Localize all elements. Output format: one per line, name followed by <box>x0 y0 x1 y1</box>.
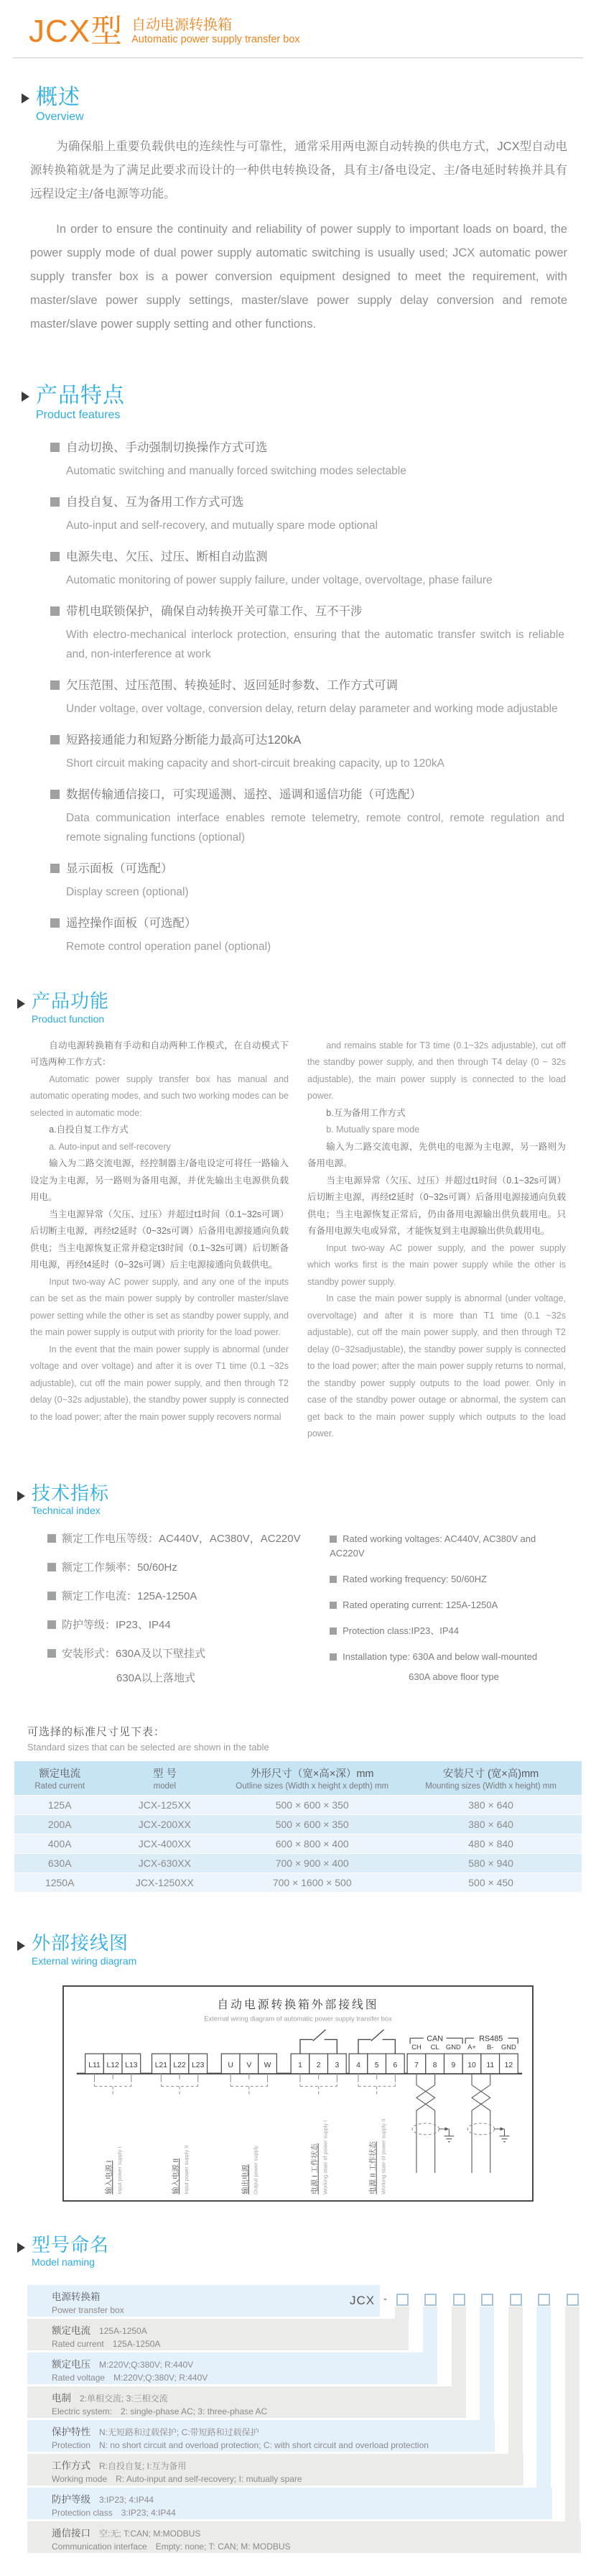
square-bullet-icon <box>330 1628 337 1635</box>
group-label-en: Working state of power supply II <box>380 2118 387 2194</box>
terminal-label: 6 <box>393 2061 398 2069</box>
feature-zh: 短路接通能力和短路分断能力最高可达120kA <box>66 734 302 747</box>
naming-heading-zh: 型号命名 <box>32 2233 110 2256</box>
feature-zh: 显示面板（可选配） <box>66 862 173 875</box>
model-digit-box <box>396 2294 409 2306</box>
wiring-diagram <box>62 1985 534 2202</box>
function-left-column <box>30 1038 289 1443</box>
terminal-label: L21 <box>154 2061 167 2069</box>
cell-model: JCX-200XX <box>105 1815 224 1834</box>
model-digit-box <box>510 2294 522 2306</box>
naming-label-zh: 通信接口 <box>52 2528 90 2539</box>
cell-mounting: 380 × 640 <box>400 1815 582 1834</box>
feature-en: Automatic switching and manually forced switching modes selectable <box>66 465 406 477</box>
feature-item <box>50 785 564 847</box>
terminal-label: 7 <box>414 2061 419 2069</box>
function-paragraph: Input two-way AC power supply, and the power supply which works first is the main power supply while the other is standby power supply. <box>307 1242 566 1287</box>
square-bullet-icon <box>50 443 60 452</box>
rs485-label: RS485 <box>479 2034 503 2044</box>
feature-zh: 带机电联锁保护，确保自动转换开关可靠工作、互不干涉 <box>66 605 363 618</box>
feature-zh: 自动切换、手动强制切换操作方式可选 <box>66 441 268 454</box>
naming-strip <box>423 2307 437 2353</box>
pin-label: CL <box>430 2044 439 2051</box>
feature-item <box>50 730 564 773</box>
function-paragraph: Input two-way AC power supply, and any one of the inputs can be set as the main power supply by controller master/slave power setting while the other is set as standby power supply, and the main power supply is output with priority for the load power. <box>30 1276 289 1338</box>
naming-row <box>27 2420 495 2452</box>
terminal-label: 2 <box>316 2061 321 2069</box>
square-bullet-icon <box>47 1649 56 1658</box>
square-bullet-icon <box>50 790 60 799</box>
naming-label-zh: 电制 <box>52 2393 71 2404</box>
cell-rated-current: 1250A <box>14 1873 105 1893</box>
naming-value-en: 2: single-phase AC; 3: three-phase AC <box>121 2406 268 2417</box>
ground-symbol-icon <box>495 2129 510 2142</box>
terminal-label: 3 <box>335 2061 340 2069</box>
model-digit-box <box>538 2294 550 2306</box>
function-paragraph: In the event that the main power supply is abnormal (under voltage and over voltage) and after it is over T1 time (0.1 ~32s adjustable), cut off the main power supply, and then through T2 delay (0~32s adjustable), the standby power supply is connected to the load power; after the main power supply recovers normal <box>30 1344 289 1422</box>
function-columns <box>30 1038 566 1443</box>
wiring-diagram-title-en: External wiring diagram of automatic power supply transfer box <box>204 2015 392 2023</box>
terminal-label: 4 <box>356 2061 360 2069</box>
terminal-label: 1 <box>298 2061 302 2069</box>
cell-outline: 700 × 1600 × 500 <box>224 1873 400 1893</box>
feature-en: Under voltage, over voltage, conversion delay, return delay parameter and working mode adjustable <box>66 703 558 715</box>
terminal-label: 5 <box>374 2061 379 2069</box>
square-bullet-icon <box>47 1620 56 1629</box>
naming-label-zh: 保护特性 <box>52 2427 90 2438</box>
naming-heading-en: Model naming <box>32 2256 95 2268</box>
naming-label-en: Communication interface <box>52 2542 147 2552</box>
table-row <box>14 1796 582 1815</box>
naming-value-zh: R:自投自复; I:互为备用 <box>99 2461 187 2472</box>
feature-item <box>50 601 564 664</box>
cell-mounting: 480 × 840 <box>400 1834 582 1854</box>
function-paragraph: a. Auto-input and self-recovery <box>49 1141 171 1152</box>
group-label-zh: 电源 II 工作状态 <box>369 2141 378 2194</box>
square-bullet-icon <box>50 680 60 690</box>
model-digit-box <box>453 2294 465 2306</box>
arrow-icon <box>444 2127 449 2130</box>
col-header-mounting-sizes: 安装尺寸 (宽×高)mm Mounting sizes (Width x height) mm <box>400 1761 582 1796</box>
cell-outline: 500 × 600 × 350 <box>224 1796 400 1815</box>
naming-label-en: Protection <box>52 2440 91 2451</box>
tech-columns <box>47 1532 570 1699</box>
section-features-heading <box>22 384 567 422</box>
naming-value-zh: M:220V;Q:380V; R:440V <box>99 2360 194 2370</box>
function-heading-zh: 产品功能 <box>32 990 110 1012</box>
product-model-title: JCX型 <box>29 14 124 49</box>
product-title-en: Automatic power supply transfer box <box>131 33 300 45</box>
triangle-bullet-icon <box>17 999 25 1009</box>
col-header-model: 型 号 model <box>105 1761 224 1796</box>
naming-label-en: Rated voltage <box>52 2373 106 2383</box>
square-bullet-icon <box>50 918 60 928</box>
function-paragraph: Automatic power supply transfer box has manual and automatic operating modes, and such two working modes can be selected in automatic mode: <box>30 1074 289 1118</box>
table-row <box>14 1854 582 1873</box>
tech-item-en: Rated working voltages: AC440V, AC380V and AC220V <box>330 1533 536 1559</box>
standard-sizes-table <box>14 1761 582 1893</box>
square-bullet-icon <box>330 1536 337 1543</box>
function-paragraph: b.互为备用工作方式 <box>326 1107 406 1118</box>
group-label-zh: 输出电源 <box>241 2164 250 2194</box>
square-bullet-icon <box>47 1592 56 1600</box>
tech-item-zh: 防护等级：IP23、IP44 <box>62 1619 171 1632</box>
wiring-heading-zh: 外部接线图 <box>32 1932 129 1954</box>
pin-label: A+ <box>467 2044 476 2051</box>
feature-en: Short circuit making capacity and short-circuit breaking capacity, up to 120kA <box>66 757 444 770</box>
feature-zh: 电源失电、欠压、过压、断相自动监测 <box>66 550 268 563</box>
table-intro-zh: 可选择的标准尺寸见下表： <box>27 1726 166 1739</box>
feature-zh: 自投自复、互为备用工作方式可选 <box>66 496 244 509</box>
cell-rated-current: 630A <box>14 1854 105 1873</box>
pin-label: GND <box>445 2044 461 2051</box>
naming-label-en: Rated current <box>52 2339 104 2350</box>
pin-label: GND <box>500 2044 516 2051</box>
overview-paragraph-en: In order to ensure the continuity and reliability of power supply to important loads on board, the power supply mode of dual power supply automatic switching is usually used; JCX automatic power supply transfer box is a power conversion equipment designed to meet the requirement, with master/slave power supply settings, master/slave power supply delay conversion and remote master/slave power supply setting and other functions. <box>30 223 567 331</box>
model-digit-box <box>567 2294 579 2306</box>
function-right-column <box>307 1038 566 1443</box>
terminal-label: W <box>264 2061 271 2069</box>
terminal-label: L23 <box>192 2061 205 2069</box>
col-header-rated-current: 额定电流 Rated current <box>14 1761 105 1796</box>
terminal-label: 9 <box>451 2061 456 2069</box>
naming-strip <box>565 2307 579 2521</box>
cell-rated-current: 200A <box>14 1815 105 1834</box>
naming-row <box>27 2454 523 2485</box>
tech-item-en: Rated working frequency: 50/60HZ <box>343 1574 487 1585</box>
section-function-heading <box>17 991 567 1025</box>
contact-symbol-icon <box>358 2029 395 2054</box>
function-paragraph: 自动电源转换箱有手动和自动两种工作模式，在自动模式下可选两种工作方式： <box>30 1040 289 1068</box>
function-paragraph: and remains stable for T3 time (0.1~32s adjustable), cut off the standby power supply, and then through T4 delay (0 ~ 32s adjustable), the main power supply is connected to the load power. <box>307 1040 566 1102</box>
page-header <box>0 10 596 47</box>
feature-en: Data communication interface enables remote telemetry, remote control, remote regulation and remote signaling functions (optional) <box>66 812 564 844</box>
function-paragraph: 当主电源异常（欠压、过压）并超过t1时间（0.1~32s可调）后切断主电源，再经t2延时（0~32s可调）后备用电源接通向负载供电；当主电源恢复正常后，仍由备用电源输出供负载用电。只有备用电源失电或异常，才能恢复到主电源输出供负载用电。 <box>307 1175 566 1237</box>
naming-label-zh: 额定电压 <box>52 2359 90 2370</box>
naming-row <box>27 2386 466 2418</box>
triangle-bullet-icon <box>22 392 29 402</box>
section-tech-heading <box>17 1483 567 1517</box>
function-paragraph: b. Mutually spare mode <box>326 1125 420 1135</box>
naming-value-zh: 3:IP23; 4:IP44 <box>99 2495 154 2506</box>
group-label-en: Output power supply <box>252 2145 259 2194</box>
contact-symbol-icon <box>300 2029 337 2054</box>
naming-value-en: Empty: none; T: CAN; M: MODBUS <box>155 2542 291 2552</box>
overview-paragraph-zh: 为确保船上重要负载供电的连续性与可靠性，通常采用两电源自动转换的供电方式，JCX型自动电源转换箱就是为了满足此要求而设计的一种供电转换设备，具有主/备电设定、主/备电延时转换并具有远程设定主/备电源等功能。 <box>30 140 567 200</box>
naming-value-en: 3:IP23; 4:IP44 <box>121 2508 176 2519</box>
triangle-bullet-icon <box>17 1941 25 1951</box>
table-row <box>14 1873 582 1893</box>
feature-en: Automatic monitoring of power supply failure, under voltage, overvoltage, phase failure <box>66 574 493 586</box>
model-digit-box <box>424 2294 437 2306</box>
naming-strip <box>536 2307 551 2488</box>
group-label-en: Input power supply I <box>116 2146 124 2194</box>
square-bullet-icon <box>50 497 60 507</box>
terminal-label: 12 <box>504 2061 513 2069</box>
function-paragraph: 输入为二路交流电源，先供电的电源为主电源，另一路则为备用电源。 <box>307 1141 566 1169</box>
section-naming-heading <box>17 2235 567 2268</box>
tech-item-en-extra: 630A above floor type <box>409 1671 499 1683</box>
features-heading-zh: 产品特点 <box>36 384 125 407</box>
cell-outline: 700 × 900 × 400 <box>224 1854 400 1873</box>
group-label-en: Working state of power supply I <box>322 2120 329 2194</box>
naming-label-zh: 工作方式 <box>52 2460 90 2472</box>
naming-row <box>27 2285 380 2317</box>
naming-label-zh: 额定电流 <box>52 2325 90 2337</box>
wiring-diagram-svg <box>64 1987 532 2200</box>
feature-item <box>50 547 564 590</box>
naming-label-zh: 电源转换箱 <box>52 2291 101 2303</box>
wiring-heading-en: External wiring diagram <box>32 1954 137 1967</box>
section-overview-heading <box>22 86 567 124</box>
table-row <box>14 1834 582 1854</box>
function-paragraph: 输入为二路交流电源，经控制器主/备电设定可将任一路输入设定为主电源，另一路则为备用电源，并优先输出主电源供负载用电。 <box>30 1158 289 1203</box>
ground-symbol-icon <box>439 2129 455 2142</box>
naming-strip <box>508 2307 523 2454</box>
cell-rated-current: 125A <box>14 1796 105 1815</box>
naming-strip <box>395 2307 409 2319</box>
feature-en: Auto-input and self-recovery, and mutually spare mode optional <box>66 520 378 532</box>
naming-value-en: R: Auto-input and self-recovery; I: mutually spare <box>116 2474 302 2485</box>
naming-value-en: 125A-1250A <box>112 2339 161 2350</box>
table-header-row <box>14 1761 582 1796</box>
overview-heading-en: Overview <box>36 111 84 123</box>
naming-value-zh: N:无短路和过载保护; C:带短路和过载保护 <box>99 2427 259 2438</box>
cell-rated-current: 400A <box>14 1834 105 1854</box>
cell-mounting: 580 × 940 <box>400 1854 582 1873</box>
terminal-label: 10 <box>467 2061 476 2069</box>
naming-strip <box>452 2307 466 2386</box>
cell-mounting: 380 × 640 <box>400 1796 582 1815</box>
section-wiring-heading <box>17 1933 567 1967</box>
feature-item <box>50 675 564 719</box>
group-label-zh: 输入电源 I <box>106 2160 114 2194</box>
square-bullet-icon <box>47 1563 56 1571</box>
square-bullet-icon <box>330 1602 337 1609</box>
overview-heading-zh: 概述 <box>36 86 80 109</box>
triangle-bullet-icon <box>17 1491 25 1501</box>
feature-en: Remote control operation panel (optional) <box>66 941 271 953</box>
feature-item <box>50 492 564 535</box>
tech-item-en: Installation type: 630A and below wall-mounted <box>343 1651 538 1663</box>
naming-label-en: Electric system: <box>52 2406 113 2417</box>
pin-label: CH <box>411 2044 422 2051</box>
tech-left-column <box>47 1532 330 1699</box>
naming-row <box>27 2521 581 2553</box>
wiring-diagram-title-zh: 自动电源转换箱外部接线图 <box>217 1997 379 2011</box>
naming-row <box>27 2353 437 2384</box>
terminal-label: L12 <box>106 2061 119 2069</box>
feature-item <box>50 859 564 902</box>
features-heading-en: Product features <box>36 409 121 421</box>
group-label-zh: 电源 I 工作状态 <box>311 2143 320 2194</box>
feature-en: Display screen (optional) <box>66 886 189 898</box>
terminal-label: L11 <box>88 2061 101 2069</box>
terminal-label: 8 <box>432 2061 437 2069</box>
naming-label-en: Power transfer box <box>52 2305 124 2316</box>
triangle-bullet-icon <box>22 93 29 103</box>
naming-label-zh: 防护等级 <box>52 2494 90 2506</box>
feature-zh: 遥控操作面板（可选配） <box>66 917 197 930</box>
cell-mounting: 500 × 450 <box>400 1873 582 1893</box>
group-brackets <box>94 2079 395 2095</box>
cell-model: JCX-630XX <box>105 1854 224 1873</box>
col-header-outline-sizes: 外形尺寸（宽×高×深）mm Outline sizes (Width x height x depth) mm <box>224 1761 400 1796</box>
tech-heading-en: Technical index <box>32 1505 101 1517</box>
arrow-icon <box>500 2127 505 2130</box>
function-heading-en: Product function <box>32 1012 105 1025</box>
tech-item-zh: 安装形式：630A及以下壁挂式 <box>62 1648 206 1661</box>
square-bullet-icon <box>50 864 60 873</box>
table-intro <box>27 1724 567 1753</box>
naming-strip <box>480 2307 494 2420</box>
function-paragraph: In case the main power supply is abnormal (under voltage, overvoltage) and after it is more than T1 time (0.1 ~32s adjustable), cut off the main power supply, and then through T2 delay (0~32sadjustable), the standby power supply is connected to the load power; after the main power supply returns to normal, the standby power supply outputs to the load power. Only in case of the standby power outage or abnormal, the system can get back to the main power supply which outputs to the load power. <box>307 1293 566 1439</box>
feature-zh: 欠压范围、过压范围、转换延时、返回延时参数、工作方式可调 <box>66 679 398 692</box>
model-naming-diagram <box>27 2285 582 2557</box>
terminal-ticks <box>94 2074 395 2079</box>
cell-model: JCX-400XX <box>105 1834 224 1854</box>
naming-row <box>27 2488 552 2519</box>
tech-item-zh: 额定工作电压等级：AC440V，AC380V，AC220V <box>62 1533 301 1546</box>
terminal-label: L13 <box>125 2061 138 2069</box>
cell-model: JCX-1250XX <box>105 1873 224 1893</box>
naming-value-zh: 空:无; T:CAN; M:MODBUS <box>99 2529 201 2539</box>
square-bullet-icon <box>330 1576 337 1583</box>
tech-item-zh: 额定工作电流：125A-1250A <box>62 1590 197 1603</box>
table-intro-en: Standard sizes that can be selected are shown in the table <box>27 1742 269 1753</box>
table-row <box>14 1815 582 1834</box>
terminal-label: L22 <box>173 2061 186 2069</box>
terminal-label: 11 <box>486 2061 495 2069</box>
can-label: CAN <box>427 2034 444 2044</box>
square-bullet-icon <box>50 606 60 616</box>
model-digit-box <box>481 2294 493 2306</box>
triangle-bullet-icon <box>17 2243 25 2253</box>
tech-item-en: Protection class:IP23、IP44 <box>343 1625 459 1637</box>
cell-outline: 500 × 600 × 350 <box>224 1815 400 1834</box>
naming-label-en: Protection class <box>52 2508 113 2519</box>
header-divider <box>13 57 583 58</box>
naming-value-en: N: no short circuit and overload protection; C: with short circuit and overload protection <box>99 2440 429 2451</box>
tech-item-en: Rated operating current: 125A-1250A <box>343 1599 498 1611</box>
model-code-prefix: JCX <box>350 2294 376 2308</box>
group-label-en: Input power supply II <box>182 2145 190 2194</box>
tech-item-zh-extra: 630A以上落地式 <box>116 1672 196 1685</box>
tech-right-column <box>330 1532 570 1699</box>
feature-en: With electro-mechanical interlock protection, ensuring that the automatic transfer switch is reliable and, non-interference at work <box>66 629 564 660</box>
terminal-label: U <box>228 2061 233 2069</box>
tech-heading-zh: 技术指标 <box>32 1482 110 1504</box>
feature-item <box>50 913 564 956</box>
pin-label: B- <box>487 2044 494 2051</box>
function-paragraph: 当主电源异常（欠压、过压）并超过t1时间（0.1~32s可调）后切断主电源，再经t2延时（0~32s可调）后备用电源接通向负载供电；当主电源恢复正常并稳定t3时间（0.1~32s可调）后切断备用电源，再经t4延时（0~32s可调）后主电源接通向负载供电。 <box>30 1209 289 1270</box>
model-code-dash: - <box>383 2293 387 2306</box>
group-label-zh: 输入电源 II <box>172 2158 181 2194</box>
function-paragraph: a.自投自复工作方式 <box>49 1125 129 1135</box>
naming-row <box>27 2319 409 2350</box>
product-title-block <box>131 17 300 47</box>
feature-zh: 数据传输通信接口，可实现遥测、遥控、遥调和遥信功能（可选配） <box>66 788 422 801</box>
square-bullet-icon <box>50 552 60 561</box>
terminal-label: V <box>246 2061 252 2069</box>
naming-value-zh: 2:单相交流; 3:三相交流 <box>80 2393 168 2404</box>
square-bullet-icon <box>330 1653 337 1661</box>
naming-value-en: M:220V;Q:380V; R:440V <box>113 2373 208 2383</box>
feature-item <box>50 438 564 481</box>
cell-model: JCX-125XX <box>105 1796 224 1815</box>
square-bullet-icon <box>50 735 60 744</box>
naming-label-en: Working mode <box>52 2474 108 2485</box>
tech-item-zh: 额定工作频率：50/60Hz <box>62 1561 177 1574</box>
cell-outline: 600 × 800 × 400 <box>224 1834 400 1854</box>
naming-value-zh: 125A-1250A <box>99 2326 147 2337</box>
product-title-zh: 自动电源转换箱 <box>131 17 233 33</box>
square-bullet-icon <box>47 1534 56 1543</box>
